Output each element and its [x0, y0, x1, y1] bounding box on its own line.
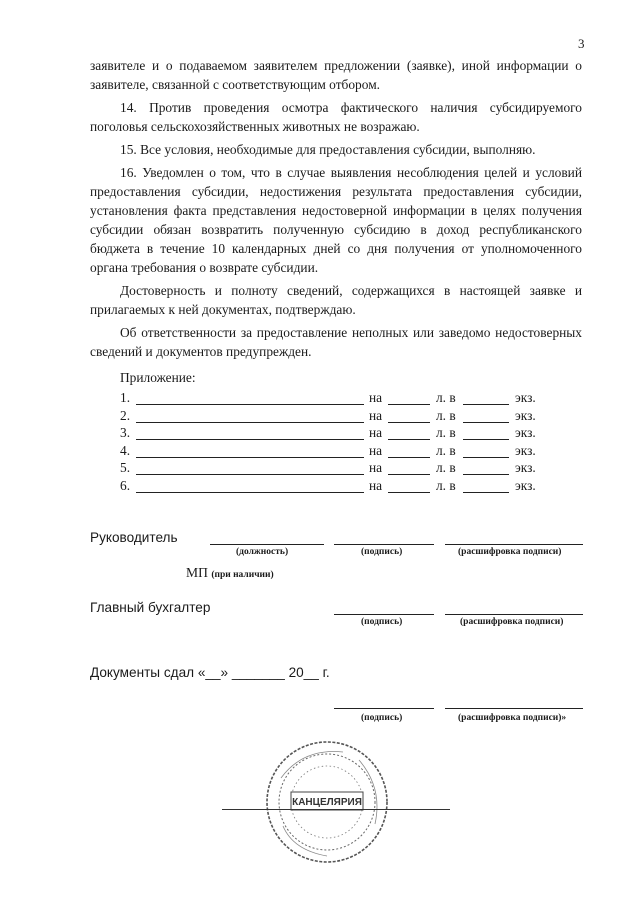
appendix-row-number: 3.: [120, 425, 131, 440]
appendix-na-label: на: [369, 407, 383, 423]
appendix-sheets-label: л. в: [436, 390, 456, 405]
appendix-doc-name-line[interactable]: [136, 439, 364, 440]
appendix-copies-line[interactable]: [463, 404, 509, 405]
paragraph-16: 16. Уведомлен о том, что в случае выявления несоблюдения целей и условий предоставления субсидии, недостижения результата предоставления субсидии, установления факта представления недостоверной информации в целях получения субсидии обязан возвратить полученную субсидию в доход республиканского бюджета в течение 10 календарных дней со дня получения от уполномоченного органа требования о возврате субсидии.: [90, 165, 582, 275]
head-position-line[interactable]: [210, 544, 324, 545]
appendix-na-label: на: [369, 477, 383, 493]
appendix-copies-line[interactable]: [463, 457, 509, 458]
appendix-row: [120, 425, 580, 442]
appendix-copies-label: экз.: [515, 425, 536, 440]
appendix-na-label: на: [369, 460, 383, 475]
appendix-sheets-label: л. в: [436, 477, 456, 493]
appendix-sheets-line[interactable]: [388, 422, 430, 423]
head-signature-line[interactable]: [334, 544, 434, 545]
appendix-doc-name-line[interactable]: [136, 404, 364, 405]
appendix-row: [120, 390, 580, 407]
docs-signature-caption: (подпись): [361, 713, 403, 723]
appendix-row-number: 5.: [120, 460, 131, 475]
accountant-decoding-caption: (расшифровка подписи): [460, 617, 564, 627]
paragraph-15: 15. Все условия, необходимые для предоставления субсидии, выполняю.: [120, 142, 536, 157]
appendix-sheets-line[interactable]: [388, 492, 430, 493]
docs-decoding-caption: (расшифровка подписи)»: [458, 713, 567, 723]
appendix-row-number: 6.: [120, 477, 131, 493]
appendix-row-number: 2.: [120, 407, 131, 423]
position-caption: (должность): [236, 547, 289, 557]
appendix-copies-label: экз.: [515, 477, 536, 493]
accountant-signature-line[interactable]: [334, 614, 434, 615]
appendix-sheets-line[interactable]: [388, 404, 430, 405]
appendix-copies-line[interactable]: [463, 439, 509, 440]
bottom-line: [222, 809, 450, 810]
appendix-na-label: на: [369, 425, 383, 440]
appendix-row-number: 4.: [120, 442, 131, 458]
appendix-row: [120, 460, 580, 477]
office-stamp: [263, 738, 391, 866]
appendix-sheets-label: л. в: [436, 442, 456, 458]
appendix-doc-name-line[interactable]: [136, 422, 364, 423]
appendix-title: Приложение:: [120, 370, 196, 385]
appendix-doc-name-line[interactable]: [136, 474, 364, 475]
appendix-sheets-label: л. в: [436, 460, 456, 475]
appendix-copies-line[interactable]: [463, 422, 509, 423]
appendix-copies-label: экз.: [515, 460, 536, 475]
mp-note: (при наличии): [211, 570, 274, 580]
docs-decoding-line[interactable]: [445, 708, 583, 709]
paragraph-14: 14. Против проведения осмотра фактического наличия субсидируемого поголовья сельскохозяйственных животных не возражаю.: [90, 100, 582, 134]
appendix-row-number: 1.: [120, 390, 131, 405]
body-text: [90, 56, 582, 365]
accountant-signature-caption: (подпись): [361, 617, 403, 627]
stamp-center-text: КАНЦЕЛЯРИЯ: [292, 797, 362, 808]
appendix-sheets-line[interactable]: [388, 474, 430, 475]
paragraph-continuation: заявителе и о подаваемом заявителем предложении (заявке), иной информации о заявителе, связанной с соответствующим отбором.: [90, 58, 582, 92]
appendix-row: [120, 443, 580, 460]
appendix-sheets-line[interactable]: [388, 439, 430, 440]
appendix-copies-label: экз.: [515, 407, 536, 423]
accountant-decoding-line[interactable]: [445, 614, 583, 615]
head-decoding-line[interactable]: [445, 544, 583, 545]
head-decoding-caption: (расшифровка подписи): [458, 547, 562, 557]
mp-label: [186, 565, 274, 581]
appendix-row: [120, 408, 580, 425]
page-number: 3: [578, 36, 585, 51]
appendix-doc-name-line[interactable]: [136, 457, 364, 458]
appendix-copies-line[interactable]: [463, 474, 509, 475]
head-signature-caption: (подпись): [361, 547, 403, 557]
appendix-copies-label: экз.: [515, 442, 536, 458]
paragraph-accuracy: Достоверность и полноту сведений, содержащихся в настоящей заявке и прилагаемых к ней документах, подтверждаю.: [90, 283, 582, 317]
mp-text: МП: [186, 565, 208, 580]
appendix-sheets-line[interactable]: [388, 457, 430, 458]
appendix-copies-label: экз.: [515, 390, 536, 405]
appendix-doc-name-line[interactable]: [136, 492, 364, 493]
accountant-label: Главный бухгалтер: [90, 600, 211, 615]
appendix-na-label: на: [369, 390, 383, 405]
appendix-sheets-label: л. в: [436, 407, 456, 423]
docs-signature-line[interactable]: [334, 708, 434, 709]
appendix-sheets-label: л. в: [436, 425, 456, 440]
documents-submitted-label: Документы сдал «__» _______ 20__ г.: [90, 665, 330, 680]
head-label: Руководитель: [90, 530, 178, 545]
paragraph-responsibility: Об ответственности за предоставление неполных или заведомо недостоверных сведений и документов предупрежден.: [90, 325, 582, 359]
appendix-na-label: на: [369, 442, 383, 458]
appendix-copies-line[interactable]: [463, 492, 509, 493]
appendix-row: [120, 478, 580, 495]
